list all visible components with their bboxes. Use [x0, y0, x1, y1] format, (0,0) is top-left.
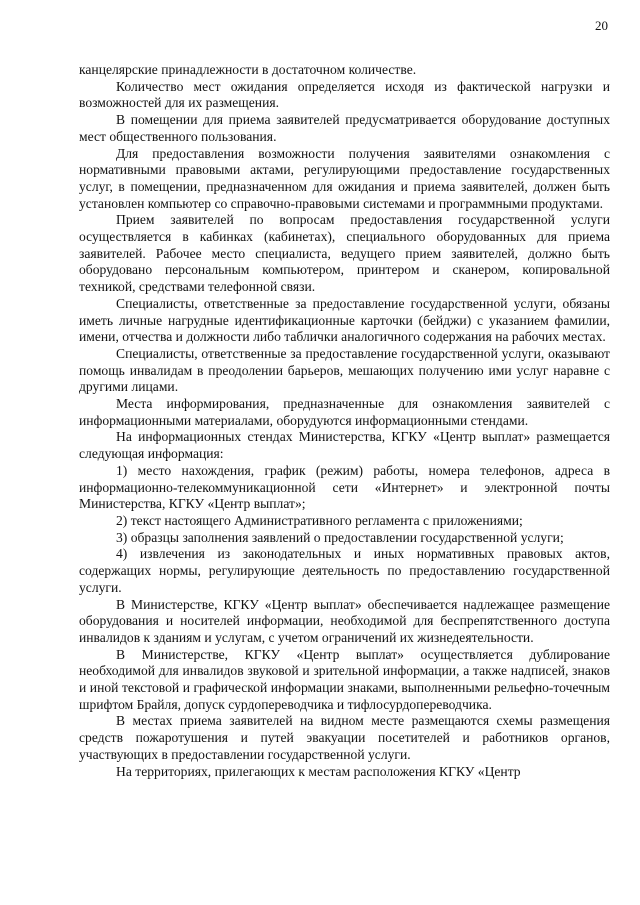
paragraph-3: В помещении для приема заявителей предусматривается оборудование доступных мест общественного пользования.: [79, 112, 610, 144]
paragraph-10: В Министерстве, КГКУ «Центр выплат» обеспечивается надлежащее размещение оборудования и носителей информации, необходимой для беспрепятственного доступа инвалидов к зданиям и услугам, с учетом ограничений их жизнедеятельности.: [79, 596, 610, 645]
paragraph-8: Места информирования, предназначенные для ознакомления заявителей с информационными материалами, оборудуются информационными стендами.: [79, 396, 610, 428]
paragraph-7: Специалисты, ответственные за предоставление государственной услуги, оказывают помощь инвалидам в преодолении барьеров, мешающих получению ими услуг наравне с другими лицами.: [79, 345, 610, 395]
paragraph-13: На территориях, прилегающих к местам расположения КГКУ «Центр: [116, 763, 521, 779]
list-item-3: 3) образцы заполнения заявлений о предоставлении государственной услуги;: [116, 529, 564, 545]
paragraph-2: Количество мест ожидания определяется исходя из фактической нагрузки и возможностей для их размещения.: [79, 78, 610, 111]
paragraph-1: канцелярские принадлежности в достаточном количестве.: [79, 62, 417, 77]
body-text: [79, 62, 610, 780]
paragraph-4: Для предоставления возможности получения заявителями ознакомления с нормативными правовыми актами, регулирующими предоставление государственных услуг, в помещении, предназначенном для ожидания и приема заявителей, должен быть установлен компьютер со справочно-правовыми системами и программными продуктами.: [79, 145, 610, 211]
list-item-2: 2) текст настоящего Административного регламента с приложениями;: [116, 512, 523, 528]
paragraph-9: На информационных стендах Министерства, КГКУ «Центр выплат» размещается следующая информация:: [79, 429, 610, 462]
list-item-4: 4) извлечения из законодательных и иных нормативных правовых актов, содержащих нормы, регулирующие деятельность по предоставлению государственной услуги.: [79, 546, 610, 595]
page-number: 20: [595, 18, 608, 33]
paragraph-11: В Министерстве, КГКУ «Центр выплат» осуществляется дублирование необходимой для инвалидов звуковой и зрительной информации, а также надписей, знаков и иной текстовой и графической информации знаками, выполненными рельефно-точечным шрифтом Брайля, допуск сурдопереводчика и тифлосурдопереводчика.: [79, 646, 610, 712]
paragraph-5: Прием заявителей по вопросам предоставления государственной услуги осуществляется в кабинках (кабинетах), специального оборудованных для приема заявителей. Рабочее место специалиста, ведущего прием заявителей, должно быть оборудовано персональным компьютером, принтером и сканером, копировальной техникой, средствами телефонной связи.: [79, 212, 610, 295]
paragraph-6: Специалисты, ответственные за предоставление государственной услуги, обязаны иметь личные нагрудные идентификационные карточки (бейджи) с указанием фамилии, имени, отчества и должности либо таблички аналогичного содержания на рабочих местах.: [79, 295, 610, 345]
list-item-1: 1) место нахождения, график (режим) работы, номера телефонов, адреса в информационно-телекоммуникационной сети «Интернет» и электронной почты Министерства, КГКУ «Центр выплат»;: [79, 462, 610, 512]
paragraph-12: В местах приема заявителей на видном месте размещаются схемы размещения средств пожаротушения и путей эвакуации посетителей и работников органов, участвующих в предоставлении государственной услуги.: [79, 713, 610, 762]
